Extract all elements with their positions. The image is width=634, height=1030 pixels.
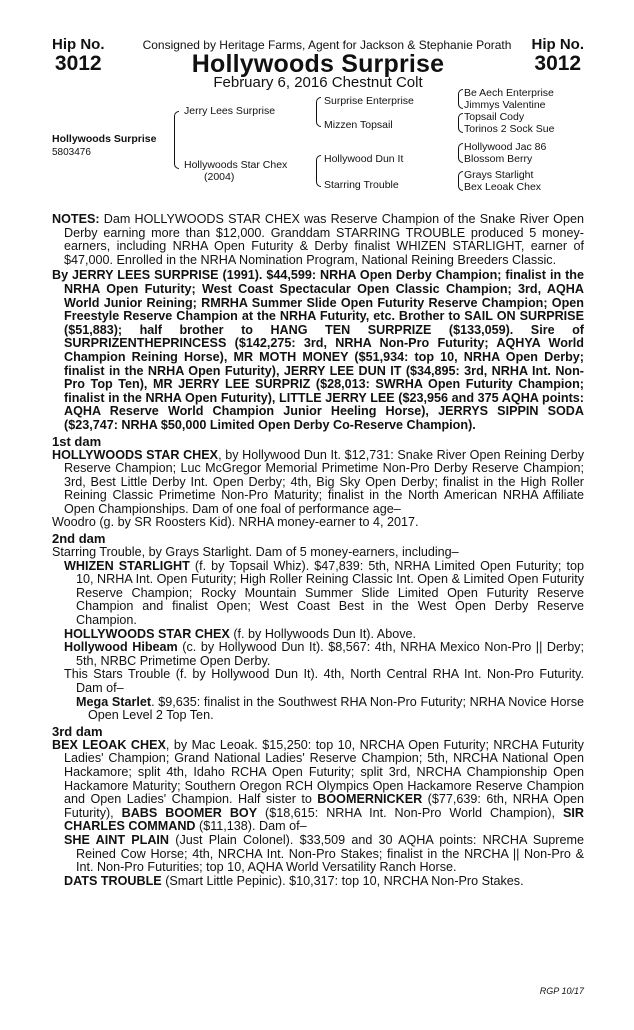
dam-sire-sire: Hollywood Jac 86: [464, 141, 547, 153]
dam-dam-sire: Grays Starlight: [464, 169, 534, 181]
third-dam-text: , by Mac Leoak. $15,250: top 10, NRCHA Open Futurity; NRCHA Futurity Ladies' Champion; Grand National Ladies' Reserve Champion; 5th, NRCHA National Open Hackamore; split 4th, Idaho RCHA Open Futurity; split 3rd, NRCHA Championship Open Hackamore Maturity; Southern Oregon RCH Olympics Open Hackamore Reserve Champion and Open Ladies' Champion. Half sister to: [64, 737, 584, 807]
sire-sire: Surprise Enterprise: [324, 95, 414, 107]
bracket: [316, 155, 321, 187]
first-dam-paragraph: [52, 449, 584, 517]
third-dam-text: ($11,138). Dam of–: [195, 819, 307, 834]
second-dam-entry: [52, 628, 584, 642]
third-dam-heading: 3rd dam: [52, 723, 103, 739]
entry-name: HOLLYWOODS STAR CHEX: [64, 626, 230, 641]
bracket: [458, 113, 463, 133]
second-dam-grand-entry: [52, 696, 584, 723]
catalog-page: [52, 36, 585, 996]
notes-text: Dam HOLLYWOODS STAR CHEX was Reserve Champion of the Snake River Open Derby earning more than $12,000. Granddam STARRING TROUBLE produced 5 money-earners, including NRHA Open Futurity & Derby finalist WHIZEN STARLIGHT, earner of $47,000. Enrolled in the NRHA Nomination Program, National Reining Breeders Classic.: [64, 212, 584, 267]
first-dam-name: HOLLYWOODS STAR CHEX: [52, 447, 219, 462]
third-dam-produce: [52, 875, 584, 889]
bracket: [458, 89, 463, 109]
entry-text: (c. by Hollywood Dun It). $8,567: 4th, NRHA Mexico Non-Pro || Derby; 5th, NRBC Primetime Open Derby.: [76, 640, 585, 668]
foaled-line: February 6, 2016 Chestnut Colt: [213, 74, 423, 91]
entry-text: (Smart Little Pepinic). $10,317: top 10, NRCHA Non-Pro Stakes.: [161, 873, 524, 888]
notes-paragraph: [52, 213, 584, 267]
dam: Hollywoods Star Chex: [184, 159, 288, 171]
sibling-name: SIR CHARLES COMMAND: [64, 805, 584, 834]
sire-paragraph: By JERRY LEES SURPRISE (1991). $44,599: NRHA Open Derby Champion; finalist in the NRHA Open Futurity; West Coast Spectacular Open Classic Champion; 3rd, AQHA World Junior Reining; RMRHA Summer Slide Open Futurity Reserve Champion; Open Freestyle Reserve Champion at the NRHA Futurity, etc. Brother to SAIL ON SURPRISE ($51,883); half brother to HANG TEN SURPRIZE ($133,059). Sire of SURPRIZENTHEPRINCESS ($142,275: 3rd, NRHA Non-Pro Futurity; AQHYA World Champion Reining Horse), MR MOTH MONEY ($51,934: top 10, NRHA Open Derby; finalist in the NRHA Open Futurity), JERRY LEE DUN IT ($34,895: 3rd, NRHA Int. Non-Pro Top Ten), MR JERRY LEE SURPRIZ ($28,013: SWRHA Open Futurity Champion; finalist in the NRHA Open Futurity), LITTLE JERRY LEE ($23,956 and 375 AQHA points: AQHA Reserve World Champion Junior Heeling Horse), JERRYS SIPPIN SODA ($23,747: NRHA $50,000 Limited Open Derby Co-Reserve Champion).: [52, 268, 584, 432]
third-dam-text: ($18,615: NRHA Int. Non-Pro World Champion),: [257, 805, 563, 820]
first-dam-text: , by Hollywood Dun It. $12,731: Snake River Open Reining Derby Reserve Champion; Luc McGregor Memorial Primetime Non-Pro Derby Reserve Champion; 3rd, Best Little Derby Int. Open Derby; 4th, Big Sky Open Derby; finalist in the High Roller Reining Classic Primetime Non-Pro Maturity; finalist in the North American NRHA Affiliate Open Championships. Dam of one foal of performance age–: [64, 447, 585, 516]
first-dam-produce: Woodro (g. by SR Roosters Kid). NRHA money-earner to 4, 2017.: [52, 515, 419, 530]
dam-dam-dam: Bex Leoak Chex: [464, 181, 542, 193]
dam-dam: Starring Trouble: [324, 179, 399, 191]
entry-text: (f. by Topsail Whiz). $47,839: 5th, NRHA Limited Open Futurity; top 10, NRHA Int. Open Futurity; High Roller Reining Classic Int. Open & Limited Open Futurity Reserve Champion; Rocky Mountain Summer Slide Limited Open Futurity Reserve Champion and finalist Open; West Coast Best in the West Open Derby Reserve Champion.: [76, 558, 584, 628]
third-dam-produce: [52, 834, 584, 875]
entry-name: SHE AINT PLAIN: [64, 832, 170, 847]
pedigree-chart: [52, 87, 584, 213]
hip-right: [532, 36, 585, 75]
consignor: Consigned by Heritage Farms, Agent for Jackson & Stephanie Porath: [142, 38, 512, 52]
sire: Jerry Lees Surprise: [184, 105, 276, 117]
second-dam-entry: [52, 641, 584, 668]
entry-name: Hollywood Hibeam: [64, 640, 178, 655]
hip-label: Hip No.: [52, 36, 105, 53]
entry-name: Mega Starlet: [76, 694, 152, 709]
entry-name: WHIZEN STARLIGHT: [64, 558, 190, 573]
catalog-body: [52, 213, 584, 888]
hip-label: Hip No.: [531, 36, 584, 53]
notes-label: NOTES:: [52, 212, 100, 226]
page-header: [52, 36, 584, 78]
entry-name: DATS TROUBLE: [64, 873, 162, 888]
dam-sire-dam: Blossom Berry: [464, 153, 533, 165]
second-dam-intro: Starring Trouble, by Grays Starlight. Dam of 5 money-earners, including–: [52, 545, 459, 560]
third-dam-name: BEX LEOAK CHEX: [52, 737, 166, 752]
entry-text: . $9,635: finalist in the Southwest RHA Non-Pro Futurity; NRHA Novice Horse Open Level 2 Top Ten.: [88, 694, 585, 723]
horse-name: Hollywoods Surprise: [191, 50, 445, 78]
sire-dam: Mizzen Topsail: [324, 119, 393, 131]
reg-number: 5803476: [52, 147, 91, 158]
second-dam-entry: This Stars Trouble (f. by Hollywood Dun It). 4th, North Central RHA Int. Non-Pro Futurity. Dam of–: [64, 667, 584, 695]
dam-sire: Hollywood Dun It: [324, 153, 404, 165]
bracket: [316, 97, 321, 127]
hip-left: [52, 36, 105, 75]
sire-dam-dam: Torinos 2 Sock Sue: [464, 123, 555, 135]
sire-sire-dam: Jimmys Valentine: [464, 99, 546, 111]
entry-text: (f. by Hollywoods Dun It). Above.: [229, 626, 417, 641]
third-dam-text: ($77,639: 6th, NRHA Open Futurity),: [64, 792, 584, 820]
dam-year: (2004): [204, 171, 235, 183]
entry-text: (Just Plain Colonel). $33,509 and 30 AQHA points: NRCHA Supreme Reined Cow Horse; 4th, NRCHA Int. Non-Pro Stakes; finalist in the NRCHA || Non-Pro & Int. Non-Pro Futurities; top 10, AQHA World Versatility Ranch Horse.: [76, 832, 584, 875]
second-dam-heading: 2nd dam: [52, 531, 106, 547]
bracket: [458, 143, 463, 163]
second-dam-entry: [52, 560, 584, 628]
pedigree-horse: Hollywoods Surprise: [52, 133, 157, 145]
hip-number: 3012: [54, 52, 102, 75]
sire-dam-sire: Topsail Cody: [464, 111, 525, 123]
third-dam-paragraph: [52, 739, 584, 834]
hip-number: 3012: [534, 52, 582, 75]
bracket: [174, 111, 179, 169]
sire-sire-sire: Be Aech Enterprise: [464, 87, 554, 99]
bracket: [458, 171, 463, 191]
footer-code: RGP 10/17: [539, 986, 584, 996]
sibling-name: BABS BOOMER BOY: [121, 805, 258, 820]
first-dam-heading: 1st dam: [52, 433, 102, 449]
sibling-name: BOOMERNICKER: [317, 792, 423, 807]
